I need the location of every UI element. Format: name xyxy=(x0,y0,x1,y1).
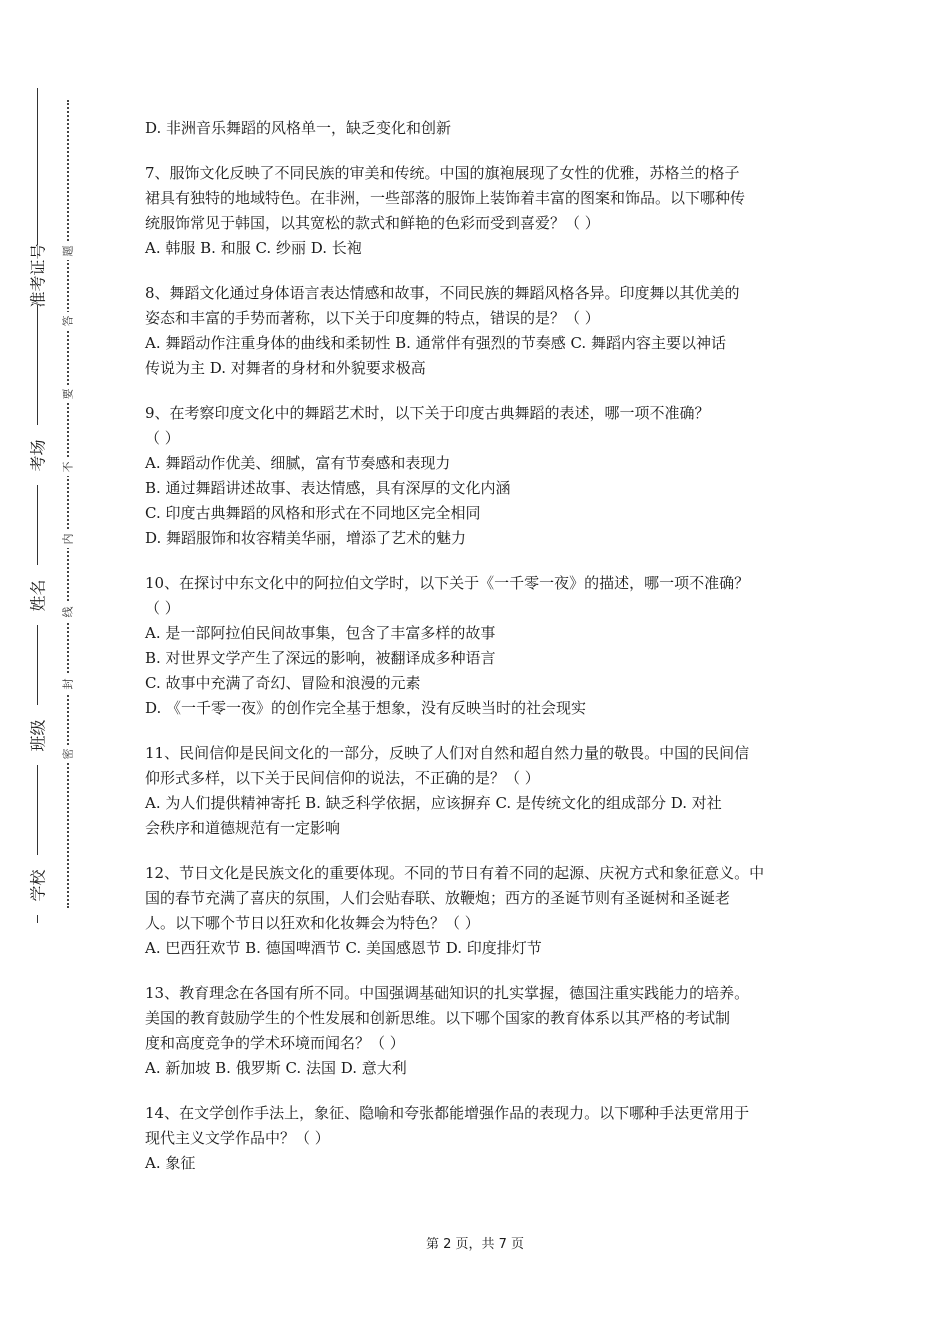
option-line: D. 舞蹈服饰和妆容精美华丽，增添了艺术的魅力 xyxy=(145,529,467,547)
question-6-tail xyxy=(145,116,810,141)
question-text: （ ） xyxy=(145,599,180,617)
question-11 xyxy=(145,741,810,841)
option-line: A. 新加坡 B. 俄罗斯 C. 法国 D. 意大利 xyxy=(145,1059,407,1077)
question-text: 9、在考察印度文化中的舞蹈艺术时，以下关于印度古典舞蹈的表述，哪一项不准确？ xyxy=(145,404,710,422)
question-text: 7、服饰文化反映了不同民族的审美和传统。中国的旗袍展现了女性的优雅，苏格兰的格子 xyxy=(145,164,740,182)
seal-char: 内 xyxy=(58,530,76,548)
option-line: A. 韩服 B. 和服 C. 纱丽 D. 长袍 xyxy=(145,239,362,257)
question-text: （ ） xyxy=(145,429,180,447)
seal-char: 密 xyxy=(58,745,76,763)
field-name: 姓名 xyxy=(22,565,52,625)
option-line: 传说为主 D. 对舞者的身材和外貌要求极高 xyxy=(145,359,426,377)
question-text: 10、在探讨中东文化中的阿拉伯文学时，以下关于《一千零一夜》的描述，哪一项不准确？ xyxy=(145,574,750,592)
option-line: B. 通过舞蹈讲述故事、表达情感，具有深厚的文化内涵 xyxy=(145,479,511,497)
question-text: 13、教育理念在各国有所不同。中国强调基础知识的扎实掌握，德国注重实践能力的培养。 xyxy=(145,984,750,1002)
question-text: 现代主义文学作品中？（ ） xyxy=(145,1129,330,1147)
question-text: 裙具有独特的地域特色。在非洲，一些部落的服饰上装饰着丰富的图案和饰品。以下哪种传 xyxy=(145,189,746,207)
question-text: 美国的教育鼓励学生的个性发展和创新思维。以下哪个国家的教育体系以其严格的考试制 xyxy=(145,1009,731,1027)
option-line: 会秩序和道德规范有一定影响 xyxy=(145,819,341,837)
question-text: 12、节日文化是民族文化的重要体现。不同的节日有着不同的起源、庆祝方式和象征意义。中 xyxy=(145,864,765,882)
page-footer: 第 2 页，共 7 页 xyxy=(425,1237,525,1252)
binding-solid-line xyxy=(37,88,38,923)
question-10 xyxy=(145,571,810,721)
question-text: 8、舞蹈文化通过身体语言表达情感和故事，不同民族的舞蹈风格各异。印度舞以其优美的 xyxy=(145,284,740,302)
question-text: 14、在文学创作手法上，象征、隐喻和夸张都能增强作品的表现力。以下哪种手法更常用于 xyxy=(145,1104,750,1122)
question-14 xyxy=(145,1101,810,1176)
question-text: 度和高度竞争的学术环境而闻名？（ ） xyxy=(145,1034,405,1052)
question-13 xyxy=(145,981,810,1081)
option-line: A. 是一部阿拉伯民间故事集，包含了丰富多样的故事 xyxy=(145,624,496,642)
option-line: A. 舞蹈动作优美、细腻，富有节奏感和表现力 xyxy=(145,454,451,472)
seal-char: 题 xyxy=(58,242,76,260)
question-9 xyxy=(145,401,810,551)
question-text: 姿态和丰富的手势而著称，以下关于印度舞的特点，错误的是？（ ） xyxy=(145,309,600,327)
binding-margin xyxy=(0,0,110,1344)
seal-char: 不 xyxy=(58,458,76,476)
option-line: A. 为人们提供精神寄托 B. 缺乏科学依据，应该摒弃 C. 是传统文化的组成部分 D. 对社 xyxy=(145,794,722,812)
option-line: A. 象征 xyxy=(145,1154,196,1172)
option-line: A. 舞蹈动作注重身体的曲线和柔韧性 B. 通常伴有强烈的节奏感 C. 舞蹈内容主要以神话 xyxy=(145,334,726,352)
question-text: 国的春节充满了喜庆的氛围，人们会贴春联、放鞭炮；西方的圣诞节则有圣诞树和圣诞老 xyxy=(145,889,731,907)
option-line: C. 印度古典舞蹈的风格和形式在不同地区完全相同 xyxy=(145,504,481,522)
seal-char: 线 xyxy=(58,603,76,621)
seal-char: 封 xyxy=(58,675,76,693)
field-exam-number: 准考证号 xyxy=(22,245,52,305)
question-content xyxy=(145,116,810,1176)
question-text: 人。以下哪个节日以狂欢和化妆舞会为特色？（ ） xyxy=(145,914,480,932)
binding-dotted-line xyxy=(67,100,69,908)
option-line: D. 《一千零一夜》的创作完全基于想象，没有反映当时的社会现实 xyxy=(145,699,587,717)
field-class: 班级 xyxy=(22,705,52,765)
field-school: 学校 xyxy=(22,855,52,915)
question-text: 统服饰常见于韩国，以其宽松的款式和鲜艳的色彩而受到喜爱？（ ） xyxy=(145,214,600,232)
seal-char: 答 xyxy=(58,312,76,330)
option-line: D. 非洲音乐舞蹈的风格单一，缺乏变化和创新 xyxy=(145,119,452,137)
question-8 xyxy=(145,281,810,381)
field-exam-room: 考场 xyxy=(22,425,52,485)
seal-char: 要 xyxy=(58,385,76,403)
question-7 xyxy=(145,161,810,261)
question-12 xyxy=(145,861,810,961)
option-line: C. 故事中充满了奇幻、冒险和浪漫的元素 xyxy=(145,674,421,692)
option-line: A. 巴西狂欢节 B. 德国啤酒节 C. 美国感恩节 D. 印度排灯节 xyxy=(145,939,542,957)
question-text: 仰形式多样，以下关于民间信仰的说法，不正确的是？（ ） xyxy=(145,769,540,787)
option-line: B. 对世界文学产生了深远的影响，被翻译成多种语言 xyxy=(145,649,496,667)
question-text: 11、民间信仰是民间文化的一部分，反映了人们对自然和超自然力量的敬畏。中国的民间信 xyxy=(145,744,750,762)
